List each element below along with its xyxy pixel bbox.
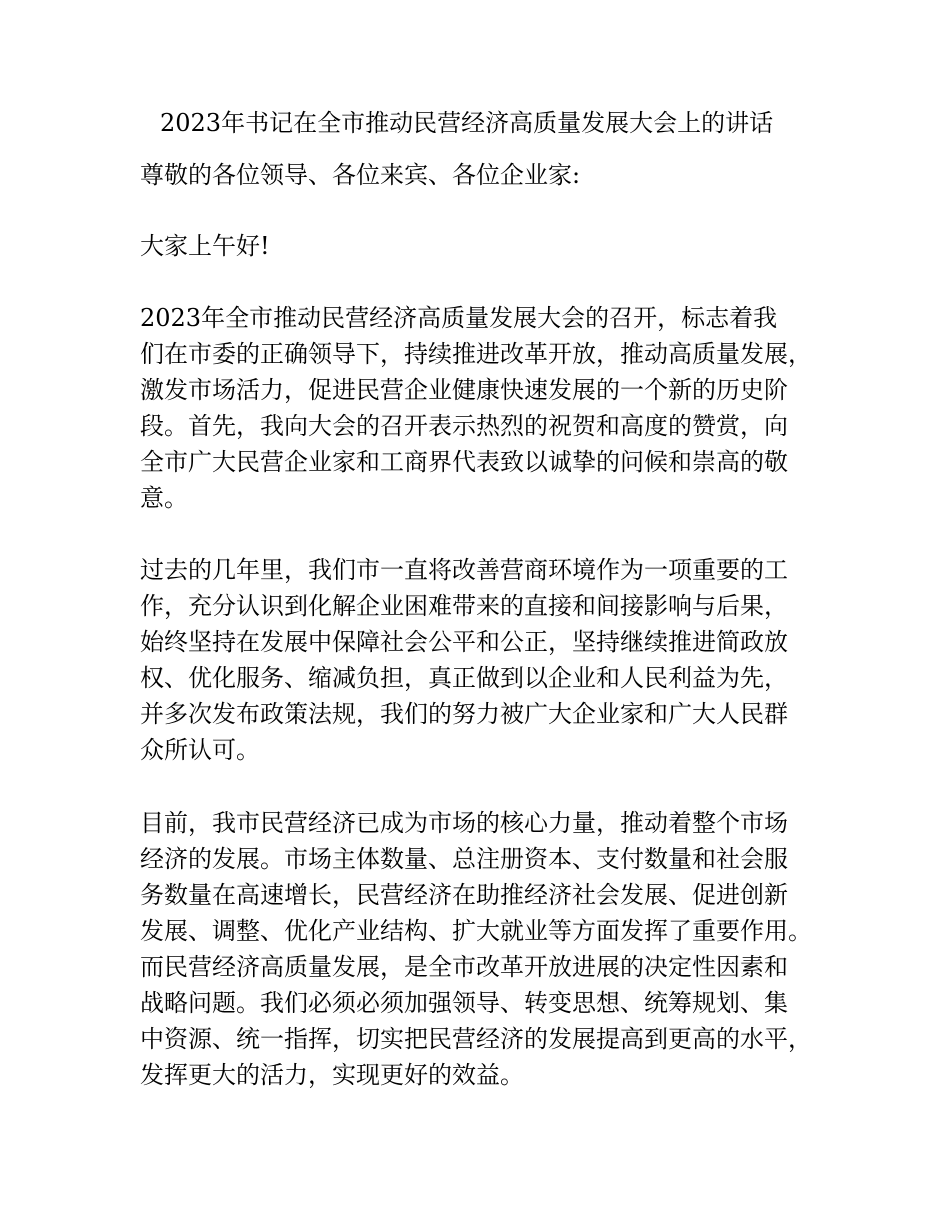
paragraph-line: 并多次发布政策法规，我们的努力被广大企业家和广大人民群 xyxy=(140,700,788,728)
paragraph-line: 们在市委的正确领导下，持续推进改革开放，推动高质量发展， xyxy=(140,340,812,368)
paragraph-line: 全市广大民营企业家和工商界代表致以诚挚的问候和崇高的敬 xyxy=(140,448,788,476)
paragraph-line: 激发市场活力，促进民营企业健康快速发展的一个新的历史阶 xyxy=(140,376,788,404)
salutation-text: 尊敬的各位领导、各位来宾、各位企业家: xyxy=(140,161,581,189)
salutation xyxy=(140,157,830,193)
paragraph-line: 发展、调整、优化产业结构、扩大就业等方面发挥了重要作用。 xyxy=(140,917,812,945)
paragraph-3 xyxy=(140,805,830,1093)
paragraph-line: 务数量在高速增长，民营经济在助推经济社会发展、促进创新 xyxy=(140,881,788,909)
paragraph-line: 权、优化服务、缩减负担，真正做到以企业和人民利益为先， xyxy=(140,664,788,692)
paragraph-line: 段。首先，我向大会的召开表示热烈的祝贺和高度的赞赏，向 xyxy=(140,412,788,440)
document-title: 2023年书记在全市推动民营经济高质量发展大会上的讲话 xyxy=(160,109,774,137)
paragraph-line: 众所认可。 xyxy=(140,736,260,764)
paragraph-line: 经济的发展。市场主体数量、总注册资本、支付数量和社会服 xyxy=(140,845,788,873)
paragraph-line: 中资源、统一指挥，切实把民营经济的发展提高到更高的水平， xyxy=(140,1025,812,1053)
paragraph-line: 过去的几年里，我们市一直将改善营商环境作为一项重要的工 xyxy=(140,556,788,584)
paragraph-2 xyxy=(140,552,830,768)
paragraph-line: 发挥更大的活力，实现更好的效益。 xyxy=(140,1061,524,1089)
paragraph-line: 2023年全市推动民营经济高质量发展大会的召开，标志着我 xyxy=(140,304,778,332)
paragraph-line: 战略问题。我们必须必须加强领导、转变思想、统筹规划、集 xyxy=(140,989,788,1017)
greeting-text: 大家上午好! xyxy=(140,232,270,260)
paragraph-line: 而民营经济高质量发展，是全市改革开放进展的决定性因素和 xyxy=(140,953,788,981)
paragraph-1 xyxy=(140,300,830,516)
paragraph-line: 目前，我市民营经济已成为市场的核心力量，推动着整个市场 xyxy=(140,809,788,837)
greeting xyxy=(140,228,830,264)
paragraph-line: 始终坚持在发展中保障社会公平和公正，坚持继续推进简政放 xyxy=(140,628,788,656)
paragraph-line: 意。 xyxy=(140,484,188,512)
paragraph-line: 作，充分认识到化解企业困难带来的直接和间接影响与后果， xyxy=(140,592,788,620)
